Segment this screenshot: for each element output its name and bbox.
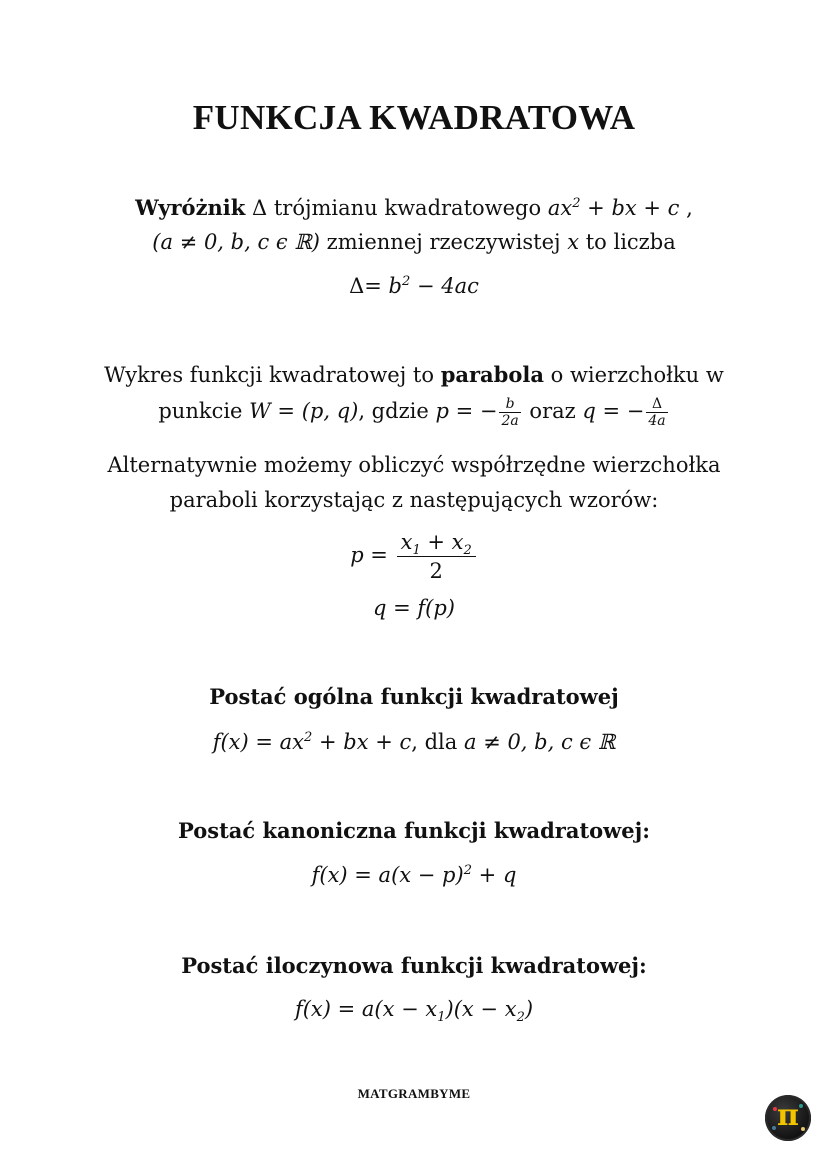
coefficient-condition: (a ≠ 0, b, c ϵ ℝ) (152, 230, 320, 254)
alternative-line-2: paraboli korzystając z następujących wzorów: (169, 488, 659, 512)
q-fraction: $\frac{\Delta}{4a}$ (648, 396, 666, 429)
product-form-formula: $f(x) = a(x - x_1)(x - x_2)$ (294, 997, 534, 1026)
discriminant-line-2: (a ≠ 0, b, c ϵ ℝ) zmiennej rzeczywistej x to liczba (152, 230, 676, 254)
page-title: FUNKCJA KWADRATOWA (192, 98, 636, 137)
p-fraction: $\frac{b}{2a}$ (501, 396, 519, 429)
trinomial-formula: $ax^2$ + bx + c (547, 196, 680, 220)
vertex-point: W = (p, q) (249, 399, 359, 423)
q-formula: q = f(p) (373, 596, 455, 620)
general-form-heading: Postać ogólna funkcji kwadratowej (209, 684, 619, 709)
product-form-heading: Postać iloczynowa funkcji kwadratowej: (181, 953, 647, 978)
discriminant-line-1: Wyróżnik Δ trójmianu kwadratowego $ax^2$ + bx + c , (135, 195, 693, 220)
vertex-line-2: punkcie W = (p, q), gdzie p = − $\frac{b}{2a}$ oraz q = − $\frac{\Delta}{4a}$ (158, 396, 666, 429)
canonical-form-heading: Postać kanoniczna funkcji kwadratowej: (178, 818, 650, 843)
general-form-formula: $f(x) = ax^2$ + bx + c, dla a ≠ 0, b, c ϵ ℝ (212, 730, 616, 754)
discriminant-formula: $\Delta= b^2 - 4ac$ (349, 274, 479, 298)
pi-logo-icon: π (765, 1095, 811, 1141)
parabola-term: parabola (440, 362, 544, 387)
p-formula: p = $\frac{x_1 + x_2}{2}$ (0, 528, 828, 585)
alternative-line-1: Alternatywnie możemy obliczyć współrzędne wierzchołka (107, 453, 721, 477)
discriminant-term: Wyróżnik (135, 195, 246, 220)
canonical-form-formula: $f(x) = a(x - p)^2 + q$ (311, 863, 517, 887)
discriminant-text: trójmianu kwadratowego (273, 196, 542, 220)
footer-brand: MATGRAMBYME (357, 1086, 471, 1101)
vertex-line-1: Wykres funkcji kwadratowej to parabola o wierzchołku w (104, 362, 724, 387)
